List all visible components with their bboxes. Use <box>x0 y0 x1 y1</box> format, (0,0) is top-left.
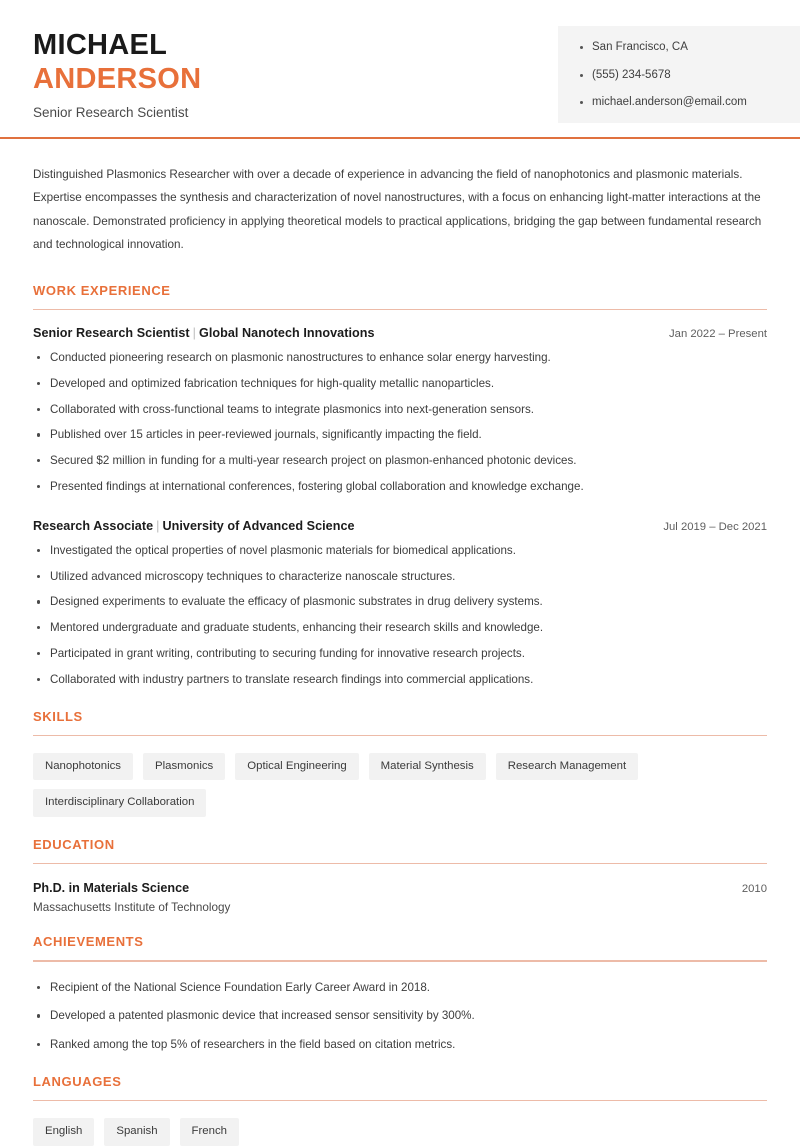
language-chip: English <box>33 1118 94 1145</box>
experience-date: Jan 2022 – Present <box>669 328 767 341</box>
name-first: MICHAEL <box>33 29 168 61</box>
experience-separator: | <box>156 518 160 533</box>
experience-bullet: Collaborated with industry partners to translate research findings into commercial applications. <box>33 672 767 689</box>
experience-separator: | <box>192 326 196 341</box>
skill-chip: Nanophotonics <box>33 753 133 780</box>
experience-bullet: Utilized advanced microscopy techniques to characterize nanoscale structures. <box>33 569 767 586</box>
experience-bullet: Designed experiments to evaluate the efficacy of plasmonic substrates in drug delivery systems. <box>33 594 767 611</box>
skill-chip: Plasmonics <box>143 753 225 780</box>
contact-item-location: San Francisco, CA <box>580 40 786 56</box>
experience-bullets <box>33 350 767 496</box>
experience-bullet: Participated in grant writing, contributing to securing funding for innovative research projects. <box>33 646 767 663</box>
experience-entry-head <box>33 326 767 340</box>
language-chip: Spanish <box>104 1118 169 1145</box>
experience-bullet: Secured $2 million in funding for a multi-year research project on plasmon-enhanced photonic devices. <box>33 453 767 470</box>
section-title-education: EDUCATION <box>33 836 115 852</box>
experience-entry <box>33 519 767 689</box>
experience-entry-head <box>33 519 767 533</box>
experience-bullet: Investigated the optical properties of novel plasmonic materials for biomedical applications. <box>33 543 767 560</box>
experience-bullets <box>33 543 767 689</box>
contact-panel <box>558 26 800 123</box>
experience-role-line <box>33 519 355 533</box>
education-year: 2010 <box>741 883 767 896</box>
experience-bullet: Collaborated with cross-functional teams to integrate plasmonics into next-generation sensors. <box>33 402 767 419</box>
experience-role: Senior Research Scientist <box>33 326 190 341</box>
education-degree: Ph.D. in Materials Science <box>33 881 190 896</box>
section-skills <box>33 709 767 817</box>
languages-chip-list <box>33 1118 767 1145</box>
section-rule-languages <box>33 1100 767 1101</box>
achievement-item: Recipient of the National Science Foundation Early Career Award in 2018. <box>33 980 767 997</box>
experience-entry <box>33 326 767 496</box>
skill-chip: Material Synthesis <box>369 753 486 780</box>
section-title-achievements: ACHIEVEMENTS <box>33 934 144 950</box>
experience-date: Jul 2019 – Dec 2021 <box>663 520 767 533</box>
resume-content <box>0 139 800 1146</box>
section-rule-achievements <box>33 960 767 961</box>
section-achievements <box>33 934 767 1054</box>
experience-role: Research Associate <box>33 518 154 533</box>
resume-header <box>0 0 800 137</box>
skill-chip: Optical Engineering <box>235 753 358 780</box>
section-education <box>33 837 767 914</box>
summary-paragraph: Distinguished Plasmonics Researcher with over a decade of experience in advancing the field of nanophotonics and plasmonic materials. Expertise encompasses the synthesis and characterization of novel nanostructures, with a focus on enhancing light-matter interactions at the nanoscale. Demonstrated proficiency in applying theoretical models to practical applications, bridging the gap between fundamental research and technological innovation. <box>33 168 762 252</box>
experience-bullet: Mentored undergraduate and graduate students, enhancing their research skills and knowledge. <box>33 620 767 637</box>
achievements-list <box>33 980 767 1054</box>
experience-bullet: Published over 15 articles in peer-reviewed journals, significantly impacting the field. <box>33 427 767 444</box>
name-last: ANDERSON <box>33 62 202 95</box>
section-rule-skills <box>33 735 767 736</box>
achievement-item: Developed a patented plasmonic device that increased sensor sensitivity by 300%. <box>33 1008 767 1025</box>
contact-list <box>580 40 786 111</box>
section-rule-work-experience <box>33 309 767 310</box>
contact-item-email[interactable]: michael.anderson@email.com <box>580 95 786 111</box>
section-title-work-experience: WORK EXPERIENCE <box>33 282 171 298</box>
skills-chip-list <box>33 753 767 817</box>
experience-bullet: Conducted pioneering research on plasmonic nanostructures to enhance solar energy harvesting. <box>33 350 767 367</box>
section-languages <box>33 1074 767 1146</box>
section-title-languages: LANGUAGES <box>33 1073 122 1089</box>
skill-chip: Research Management <box>496 753 638 780</box>
section-work-experience <box>33 283 767 689</box>
education-entry-head <box>33 881 767 895</box>
experience-bullet: Presented findings at international conferences, fostering global collaboration and knowledge exchange. <box>33 479 767 496</box>
identity-block <box>0 26 201 120</box>
experience-company: Global Nanotech Innovations <box>198 326 375 341</box>
experience-bullet: Developed and optimized fabrication techniques for high-quality metallic nanoparticles. <box>33 376 767 393</box>
skill-chip: Interdisciplinary Collaboration <box>33 789 206 816</box>
experience-company: University of Advanced Science <box>162 518 355 533</box>
language-chip: French <box>180 1118 239 1145</box>
education-entry <box>33 881 767 914</box>
education-school: Massachusetts Institute of Technology <box>33 901 231 915</box>
contact-item-phone[interactable]: (555) 234-5678 <box>580 68 786 84</box>
section-rule-education <box>33 863 767 864</box>
achievement-item: Ranked among the top 5% of researchers in the field based on citation metrics. <box>33 1037 767 1054</box>
section-title-skills: SKILLS <box>33 708 83 724</box>
experience-role-line <box>33 326 375 340</box>
job-title: Senior Research Scientist <box>33 105 189 121</box>
